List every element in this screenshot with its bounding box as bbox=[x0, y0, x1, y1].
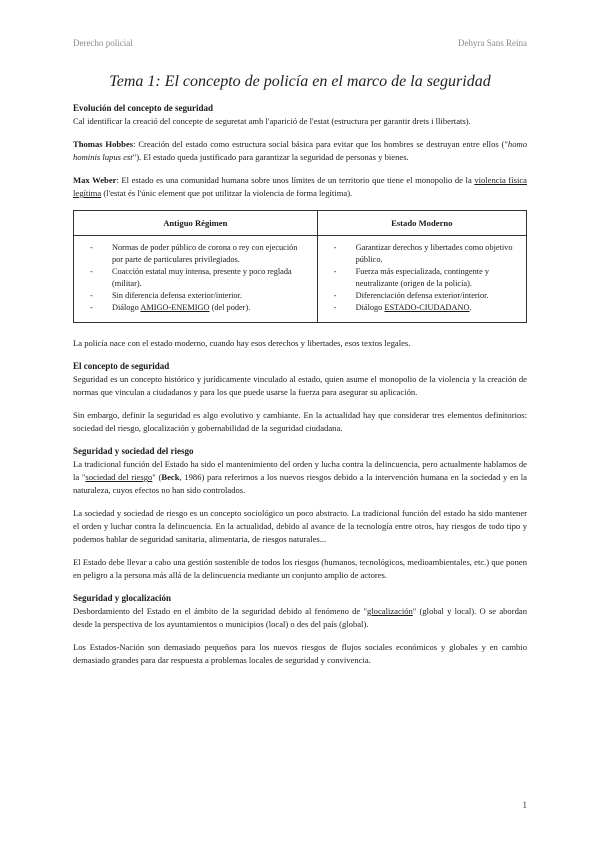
list-item bbox=[84, 302, 307, 314]
paragraph: La sociedad y sociedad de riesgo es un concepto sociológico un poco abstracto. La tradicional función del estado ha sido mantener el orden y luchar contra la delincuencia. En la actualidad, debido al avance de la tecnología entre otros, hay riesgos de todo tipo y podemos hablar de seguridad sanitaria, alimentaria, de riesgos naturales... bbox=[73, 508, 527, 544]
list-item bbox=[84, 290, 307, 302]
item-text: Sin diferencia defensa exterior/interior. bbox=[112, 291, 242, 300]
paragraph: La policía nace con el estado moderno, cuando hay esos derechos y libertades, esos textos legales. bbox=[73, 338, 411, 348]
item-text: Coacción estatal muy intensa, presente y poco reglada (militar). bbox=[112, 267, 292, 288]
item-text: (del poder). bbox=[209, 303, 251, 312]
item-text: Diálogo bbox=[355, 303, 385, 312]
table-cell bbox=[317, 236, 526, 323]
text: " (global y local). O se abordan desde la perspectiva de los ayuntamientos o municipios (local) o des del país (global). bbox=[73, 606, 527, 629]
dash: - bbox=[90, 243, 93, 252]
text: : El estado es una comunidad humana sobre unos límites de un territorio que tiene el monopolio de la bbox=[116, 175, 475, 185]
list-item bbox=[328, 302, 516, 314]
text: La tradicional función del Estado ha sido el mantenimiento del orden y lucha contra la delincuencia, pero actualmente hablamos de la " bbox=[73, 459, 527, 482]
dash: - bbox=[90, 291, 93, 300]
dash: - bbox=[90, 303, 93, 312]
dash: - bbox=[333, 243, 337, 252]
quote: homo hominis lupus est bbox=[73, 139, 527, 162]
dash: - bbox=[333, 267, 337, 276]
comparison-table bbox=[73, 210, 527, 323]
text: : Creación del estado como estructura social básica para evitar que los hombres se destruyan entre ellos (" bbox=[133, 139, 508, 149]
paragraph: Seguridad es un concepto histórico y jurídicamente vinculado al estado, quien asume el monopolio de la violencia y la creación de normas que vinculan a ciudadanos y para los que puede usarse la fuerza para asegurar su aplicación. bbox=[73, 374, 527, 397]
dash: - bbox=[333, 291, 337, 300]
section-heading: Evolución del concepto de seguridad bbox=[73, 103, 214, 113]
page-title: Tema 1: El concepto de policía en el marco de la seguridad bbox=[109, 73, 491, 90]
paragraph-weber bbox=[73, 174, 527, 200]
underlined-term: violencia física legítima bbox=[73, 175, 527, 198]
table-header: Antiguo Régimen bbox=[74, 211, 318, 236]
text: "). El estado queda justificado para garantizar la seguridad de personas y bienes. bbox=[132, 152, 409, 162]
list-item bbox=[328, 242, 516, 266]
section-evolucion bbox=[73, 102, 527, 128]
item-text: Diferenciación defensa exterior/interior. bbox=[355, 291, 489, 300]
list-item bbox=[328, 290, 516, 302]
list-item bbox=[84, 266, 307, 290]
section-concepto bbox=[73, 360, 527, 435]
bullet-list bbox=[328, 242, 516, 314]
author-name: Thomas Hobbes bbox=[73, 139, 134, 149]
section-riesgo bbox=[73, 445, 527, 582]
underlined-term: sociedad del riesgo bbox=[85, 472, 153, 482]
page-number: 1 bbox=[522, 800, 527, 810]
bullet-list bbox=[84, 242, 307, 314]
table-header: Estado Moderno bbox=[317, 211, 526, 236]
section-glocal bbox=[73, 592, 527, 667]
section-heading: Seguridad y glocalización bbox=[73, 593, 172, 603]
item-text: Normas de poder público de corona o rey con ejecución por parte de particulares privilegiados. bbox=[112, 243, 298, 264]
header-course: Derecho policial bbox=[73, 38, 133, 48]
section-heading: Seguridad y sociedad del riesgo bbox=[73, 446, 194, 456]
dash: - bbox=[333, 303, 337, 312]
paragraph: Cal identificar la creació del concepte de seguretat amb l'aparició de l'estat (estructura per garantir drets i llibertats). bbox=[73, 116, 471, 126]
item-text: . bbox=[469, 303, 472, 312]
list-item bbox=[328, 266, 516, 290]
text: Desbordamiento del Estado en el ámbito de la seguridad debido al fenómeno de " bbox=[73, 606, 367, 616]
item-text: Fuerza más especializada, contingente y neutralizante (origen de la policía). bbox=[355, 267, 489, 288]
author-name: Max Weber bbox=[73, 175, 117, 185]
paragraph: Los Estados-Nación son demasiado pequeños para los nuevos riesgos de flujos sociales económicos y globales y en cambio demasiado grandes para dar respuesta a problemas locales de seguridad y convivencia. bbox=[73, 642, 527, 665]
header-author: Dehyra Sans Reina bbox=[458, 38, 527, 48]
underlined-term: AMIGO-ENEMIGO bbox=[140, 303, 210, 312]
underlined-term: ESTADO-CIUDADANO bbox=[384, 303, 470, 312]
text: (l'estat és l'únic element que pot utilitzar la violencia de forma legítima). bbox=[101, 188, 353, 198]
underlined-term: glocalización bbox=[366, 606, 413, 616]
text: " ( bbox=[152, 472, 162, 482]
paragraph bbox=[73, 458, 527, 497]
list-item bbox=[84, 242, 307, 266]
paragraph-hobbes bbox=[73, 138, 527, 164]
item-text: Garantizar derechos y libertades como objetivo público. bbox=[355, 243, 513, 264]
section-heading: El concepto de seguridad bbox=[73, 361, 170, 371]
document-body bbox=[73, 102, 527, 677]
paragraph bbox=[73, 605, 527, 631]
paragraph: Sin embargo, definir la seguridad es algo evolutivo y cambiante. En la actualidad hay que considerar tres elementos definitorios: sociedad del riesgo, glocalización y gobernabilidad de la seguridad ciudadana. bbox=[73, 410, 527, 433]
dash: - bbox=[90, 267, 93, 276]
paragraph: El Estado debe llevar a cabo una gestión sostenible de todos los riesgos (humanos, tecnológicos, medioambientales, etc.) que ponen en peligro a la persona más allá de la delincuencia mediante un conjunto amplio de actores. bbox=[73, 557, 527, 580]
text: , 1986) para referirnos a los nuevos riesgos debido a la intervención humana en la sociedad y en la naturaleza, cuyos efectos no han sido controlados. bbox=[73, 472, 527, 495]
item-text: Diálogo bbox=[112, 303, 141, 312]
author-name: Beck bbox=[161, 472, 180, 482]
table-cell bbox=[74, 236, 318, 323]
